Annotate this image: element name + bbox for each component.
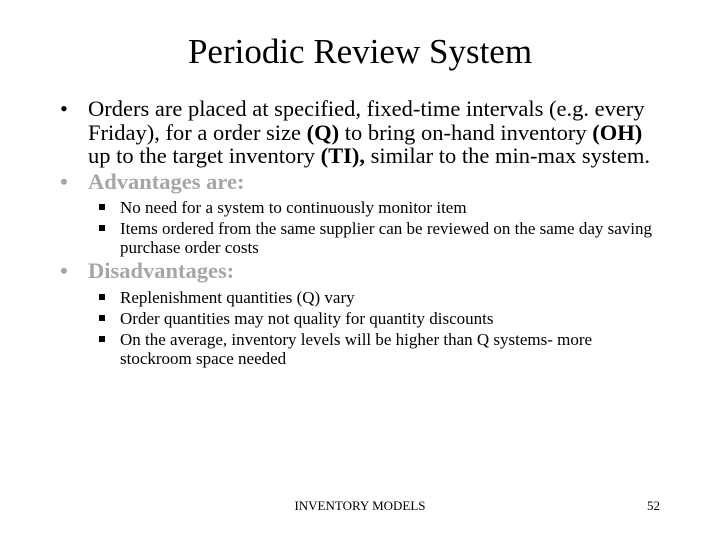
square-bullet-icon xyxy=(99,204,105,210)
item-text-part1: Orders are placed at specified, fixed-time intervals (e.g. every Friday), for a order size xyxy=(88,96,645,145)
bullet-item-orders xyxy=(58,97,668,168)
item-text-bold-q: (Q) xyxy=(306,119,340,145)
bullet-dot-icon: • xyxy=(60,258,68,283)
square-bullet-icon xyxy=(99,315,105,321)
square-bullet-icon xyxy=(99,336,105,342)
disadvantages-heading-text: Disadvantages: xyxy=(88,258,235,283)
advantages-heading-text: Advantages are: xyxy=(88,168,245,194)
advantage-item-text: No need for a system to continuously monitor item xyxy=(120,198,467,217)
advantage-item xyxy=(58,219,668,257)
advantage-item xyxy=(58,198,668,217)
slide-body xyxy=(58,97,668,368)
item-text-part2: to bring on-hand inventory xyxy=(339,119,593,145)
square-bullet-icon xyxy=(99,294,105,300)
disadvantages-heading xyxy=(58,259,668,283)
disadvantage-item xyxy=(58,330,668,368)
item-text-part4: similar to the min-max system. xyxy=(365,143,651,168)
disadvantage-item-text: On the average, inventory levels will be higher than Q systems- more stockroom space needed xyxy=(120,329,593,368)
footer-title: INVENTORY MODELS xyxy=(294,498,426,513)
item-text-part3: up to the target inventory xyxy=(88,143,321,168)
disadvantage-item xyxy=(58,309,668,328)
disadvantage-item xyxy=(58,288,668,307)
bullet-dot-icon: • xyxy=(60,168,68,194)
item-text-bold-ti: (TI), xyxy=(320,143,366,168)
disadvantage-item-text: Order quantities may not quality for quantity discounts xyxy=(120,308,494,328)
slide-title: Periodic Review System xyxy=(187,32,533,71)
square-bullet-icon xyxy=(99,225,105,231)
item-text-bold-oh: (OH) xyxy=(592,119,643,145)
advantage-item-text: Items ordered from the same supplier can be reviewed on the same day saving purchase order costs xyxy=(120,219,653,257)
disadvantage-item-text: Replenishment quantities (Q) vary xyxy=(120,287,355,307)
page-number: 52 xyxy=(647,498,660,513)
advantages-heading xyxy=(58,170,668,194)
bullet-dot-icon: • xyxy=(60,96,68,121)
